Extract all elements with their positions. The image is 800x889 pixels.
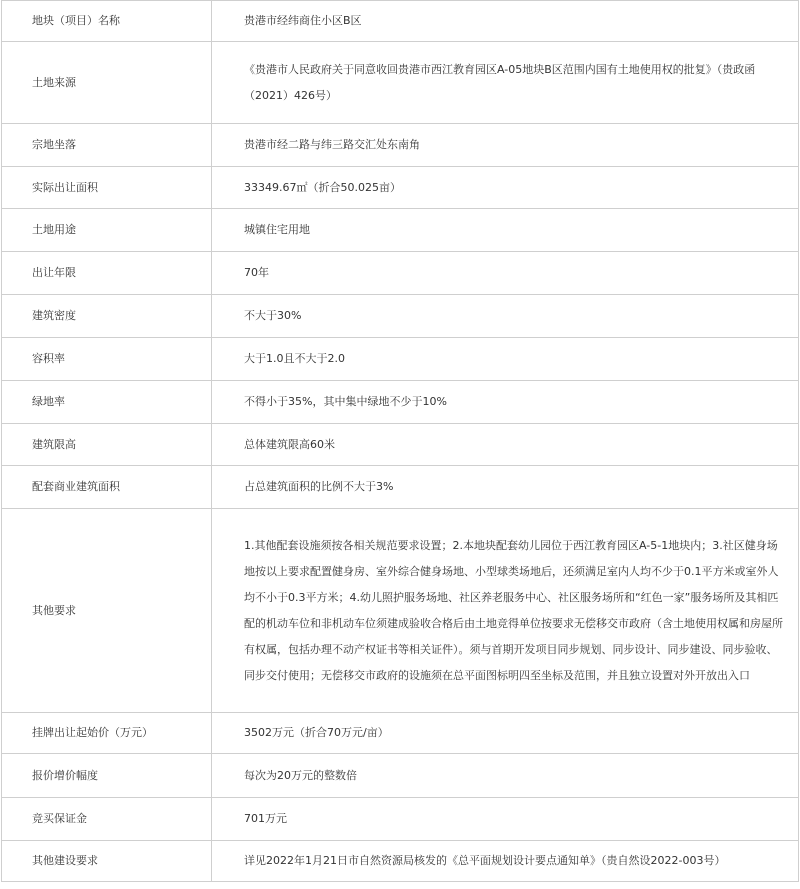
- row-label: 挂牌出让起始价（万元）: [2, 713, 212, 754]
- table-row: [2, 841, 799, 882]
- row-label: 绿地率: [2, 381, 212, 424]
- row-value: 详见2022年1月21日市自然资源局核发的《总平面规划设计要点通知单》（贵自然设2022-003号）: [212, 841, 799, 882]
- row-value: 《贵港市人民政府关于同意收回贵港市西江教育园区A-05地块B区范围内国有土地使用权的批复》（贵政函（2021）426号）: [212, 42, 799, 124]
- row-value: 33349.67㎡（折合50.025亩）: [212, 167, 799, 209]
- row-label: 建筑密度: [2, 295, 212, 338]
- row-value: 贵港市经纬商住小区B区: [212, 1, 799, 42]
- land-info-table: [1, 0, 799, 882]
- row-label: 竞买保证金: [2, 798, 212, 841]
- table-row: [2, 381, 799, 424]
- row-value: 70年: [212, 252, 799, 295]
- row-value: 每次为20万元的整数倍: [212, 754, 799, 798]
- table-row: [2, 1, 799, 42]
- row-value: 不得小于35%，其中集中绿地不少于10%: [212, 381, 799, 424]
- row-value: 大于1.0且不大于2.0: [212, 338, 799, 381]
- table-row: [2, 295, 799, 338]
- table-row: [2, 466, 799, 509]
- row-label: 建筑限高: [2, 424, 212, 466]
- table-row: [2, 167, 799, 209]
- row-label: 配套商业建筑面积: [2, 466, 212, 509]
- table-row: [2, 252, 799, 295]
- row-value: 3502万元（折合70万元/亩）: [212, 713, 799, 754]
- row-label: 报价增价幅度: [2, 754, 212, 798]
- row-label: 其他要求: [2, 509, 212, 713]
- row-value: 贵港市经二路与纬三路交汇处东南角: [212, 124, 799, 167]
- row-value: 占总建筑面积的比例不大于3%: [212, 466, 799, 509]
- row-label: 出让年限: [2, 252, 212, 295]
- table-row: [2, 42, 799, 124]
- row-value: 1.其他配套设施须按各相关规范要求设置；2.本地块配套幼儿园位于西江教育园区A-5-1地块内；3.社区健身场地按以上要求配置健身房、室外综合健身场地、小型球类场地后，还须满足室内人均不少于0.1平方米或室外人均不小于0.3平方米；4.幼儿照护服务场地、社区养老服务中心、社区服务场所和“红色一家”服务场所及其相匹配的机动车位和非机动车位须建成验收合格后由土地竞得单位按要求无偿移交市政府（含土地使用权属和房屋所有权属，包括办理不动产权证书等相关证件）。须与首期开发项目同步规划、同步设计、同步建设、同步验收、同步交付使用；无偿移交市政府的设施须在总平面图标明四至坐标及范围，并且独立设置对外开放出入口: [212, 509, 799, 713]
- row-label: 实际出让面积: [2, 167, 212, 209]
- table-row: [2, 424, 799, 466]
- row-value: 城镇住宅用地: [212, 209, 799, 252]
- row-label: 地块（项目）名称: [2, 1, 212, 42]
- table-row: [2, 798, 799, 841]
- table-row: [2, 338, 799, 381]
- row-value: 701万元: [212, 798, 799, 841]
- row-value: 总体建筑限高60米: [212, 424, 799, 466]
- row-label: 其他建设要求: [2, 841, 212, 882]
- table-row: [2, 754, 799, 798]
- table-row: [2, 209, 799, 252]
- table-row: [2, 713, 799, 754]
- table-row: [2, 509, 799, 713]
- row-value: 不大于30%: [212, 295, 799, 338]
- table-row: [2, 124, 799, 167]
- row-label: 土地来源: [2, 42, 212, 124]
- row-label: 土地用途: [2, 209, 212, 252]
- row-label: 容积率: [2, 338, 212, 381]
- row-label: 宗地坐落: [2, 124, 212, 167]
